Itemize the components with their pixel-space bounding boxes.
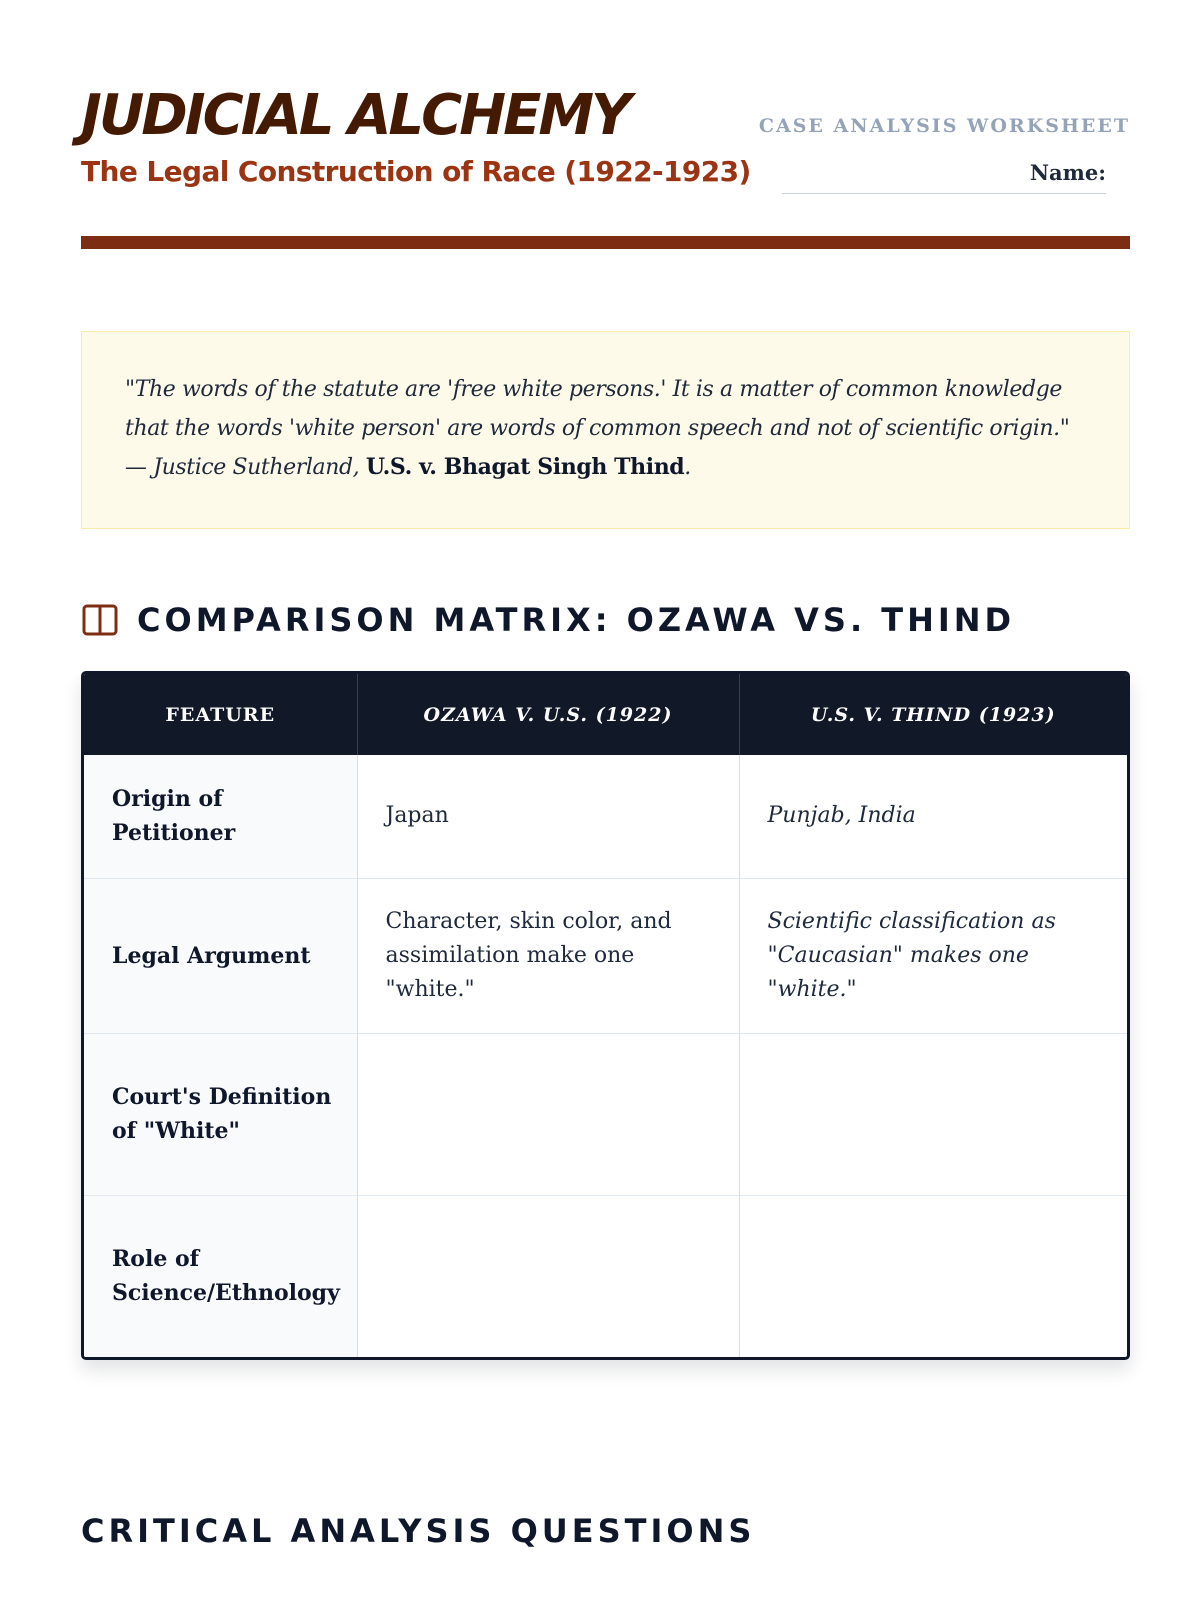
table-row [84, 1195, 1127, 1357]
row-feature-label: Origin of Petitioner [84, 755, 357, 878]
page-subtitle: The Legal Construction of Race (1922-1923) [81, 155, 751, 188]
name-label: Name: [1029, 160, 1106, 185]
worksheet-info [758, 114, 1130, 194]
quote-callout [81, 331, 1130, 529]
section-title: COMPARISON MATRIX: OZAWA VS. THIND [137, 601, 1016, 639]
critical-analysis-heading: CRITICAL ANALYSIS QUESTIONS [81, 1512, 756, 1550]
quote-end: . [684, 455, 691, 480]
ozawa-cell: Japan [357, 755, 739, 878]
ozawa-answer-cell[interactable] [357, 1033, 739, 1195]
quote-body: "The words of the statute are 'free white persons.' It is a matter of common knowledge that the words 'white person' are words of common speech and not of scientific origin." — Justice Sutherland, [125, 377, 1070, 480]
column-header-thind: U.S. V. THIND (1923) [739, 674, 1127, 755]
ozawa-answer-cell[interactable] [357, 1195, 739, 1357]
header-divider [81, 236, 1130, 249]
column-header-feature: FEATURE [84, 674, 357, 755]
quote-case-name: U.S. v. Bhagat Singh Thind [365, 454, 685, 480]
table-header-row [84, 674, 1127, 755]
worksheet-label: CASE ANALYSIS WORKSHEET [758, 115, 1130, 137]
column-header-ozawa: OZAWA V. U.S. (1922) [357, 674, 739, 755]
thind-cell: Punjab, India [739, 755, 1127, 878]
row-feature-label: Court's Definition of "White" [84, 1033, 357, 1195]
name-field[interactable] [782, 156, 1106, 194]
comparison-table [81, 671, 1130, 1360]
thind-answer-cell[interactable] [739, 1195, 1127, 1357]
quote-text [125, 370, 1091, 487]
thind-cell: Scientific classification as "Caucasian" makes one "white." [739, 878, 1127, 1033]
table-row [84, 878, 1127, 1033]
table-row [84, 1033, 1127, 1195]
worksheet-header [81, 84, 1130, 194]
row-feature-label: Role of Science/Ethnology [84, 1195, 357, 1357]
thind-answer-cell[interactable] [739, 1033, 1127, 1195]
row-feature-label: Legal Argument [84, 878, 357, 1033]
comparison-matrix-heading [81, 600, 1015, 640]
page-title: JUDICIAL ALCHEMY [81, 83, 629, 148]
book-open-icon [81, 601, 119, 639]
table-row [84, 755, 1127, 878]
ozawa-cell: Character, skin color, and assimilation make one "white." [357, 878, 739, 1033]
